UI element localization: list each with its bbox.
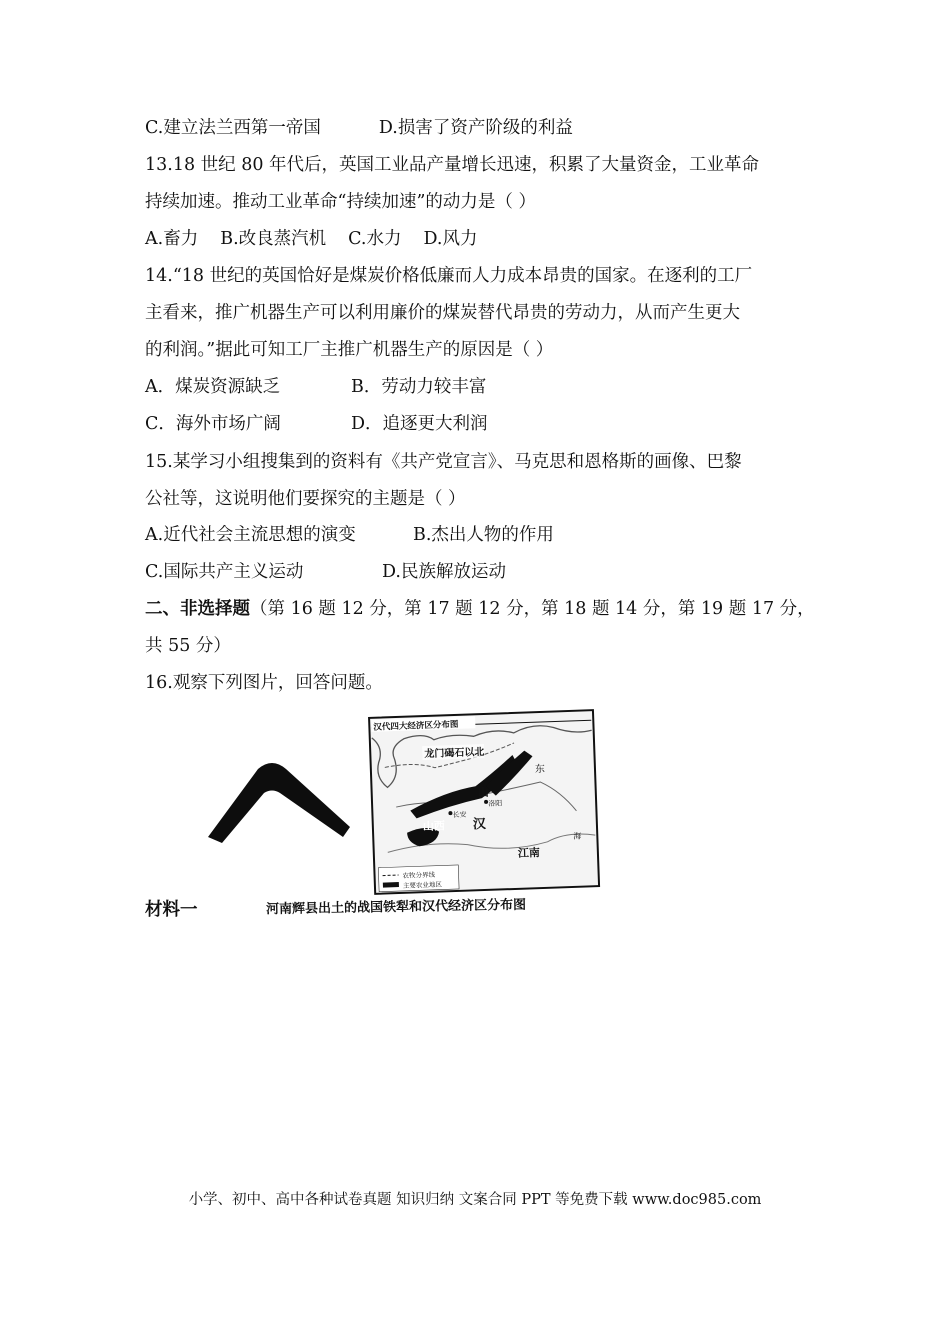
q16-stem: 16.观察下列图片，回答问题。	[145, 673, 383, 693]
q14-options-row1	[145, 375, 486, 399]
q14-option-b: B．劳动力较丰富	[351, 377, 487, 397]
q15-option-b: B.杰出人物的作用	[413, 525, 554, 545]
q15-options-row2	[145, 560, 506, 584]
q14-stem-line2: 主看来，推广机器生产可以利用廉价的煤炭替代昂贵的劳动力，从而产生更大	[145, 303, 740, 323]
q12-options-row	[145, 116, 573, 140]
q15-option-d: D.民族解放运动	[382, 562, 506, 582]
map-label-shan: 山	[477, 785, 489, 800]
q14-option-a: A．煤炭资源缺乏	[145, 377, 281, 397]
q14-option-c: C．海外市场广阔	[145, 414, 281, 434]
map-label-luoyang: 洛阳	[487, 799, 503, 808]
q15-option-a: A.近代社会主流思想的演变	[145, 525, 356, 545]
q15-stem-line1: 15.某学习小组搜集到的资料有《共产党宣言》、马克思和恩格斯的画像、巴黎	[145, 452, 742, 472]
q14-stem-line3: 的利润。”据此可知工厂主推广机器生产的原因是（ ）	[145, 340, 554, 360]
material-caption: 河南辉县出土的战国铁犁和汉代经济区分布图	[265, 897, 527, 918]
q15-option-c: C.国际共产主义运动	[145, 562, 304, 582]
map-label-north: 龙门碣石以北	[424, 746, 485, 761]
han-economic-map	[366, 704, 602, 896]
q13-option-b: B.改良蒸汽机	[220, 229, 327, 249]
section2-heading-row	[145, 597, 815, 621]
map-label-jiangnan: 江南	[517, 846, 541, 860]
legend-boundary: 农牧分界线	[402, 870, 436, 880]
map-label-sea: 海	[573, 831, 582, 841]
map-label-shanxi: 山西	[422, 819, 446, 834]
page-footer: 小学、初中、高中各种试卷真题 知识归纳 文案合同 PPT 等免费下载 www.doc985.com	[188, 1192, 762, 1208]
q13-option-a: A.畜力	[145, 229, 199, 249]
section2-note-line2: 共 55 分）	[145, 636, 231, 656]
map-title: 汉代四大经济区分布图	[373, 719, 459, 733]
q13-option-d: D.风力	[423, 229, 478, 249]
q13-stem-line2: 持续加速。推动工业革命“持续加速”的动力是（ ）	[145, 192, 536, 212]
map-label-han: 汉	[472, 816, 487, 833]
q12-option-c: C.建立法兰西第一帝国	[145, 118, 321, 138]
section2-note-line1: （第 16 题 12 分，第 17 题 12 分，第 18 题 14 分，第 19 题 17 分，	[250, 599, 815, 619]
material-label: 材料一	[145, 900, 198, 920]
q13-option-c: C.水力	[348, 229, 402, 249]
q14-options-row2	[145, 412, 488, 436]
iron-plough-image	[200, 755, 360, 855]
q13-options-row	[145, 227, 477, 251]
q15-options-row1	[145, 523, 554, 547]
q12-option-d: D.损害了资产阶级的利益	[378, 118, 573, 138]
q13-stem-line1: 13.18 世纪 80 年代后，英国工业品产量增长迅速，积累了大量资金，工业革命	[145, 155, 760, 175]
section2-heading: 二、非选择题	[145, 599, 250, 619]
legend-farm: 主要农业地区	[402, 880, 443, 890]
q15-stem-line2: 公社等，这说明他们要探究的主题是（ ）	[145, 489, 466, 509]
map-label-changan: 长安	[452, 810, 467, 820]
q14-option-d: D．追逐更大利润	[351, 414, 488, 434]
map-label-dong: 东	[534, 763, 546, 776]
q14-stem-line1: 14.“18 世纪的英国恰好是煤炭价格低廉而人力成本昂贵的国家。在逐利的工厂	[145, 266, 753, 286]
